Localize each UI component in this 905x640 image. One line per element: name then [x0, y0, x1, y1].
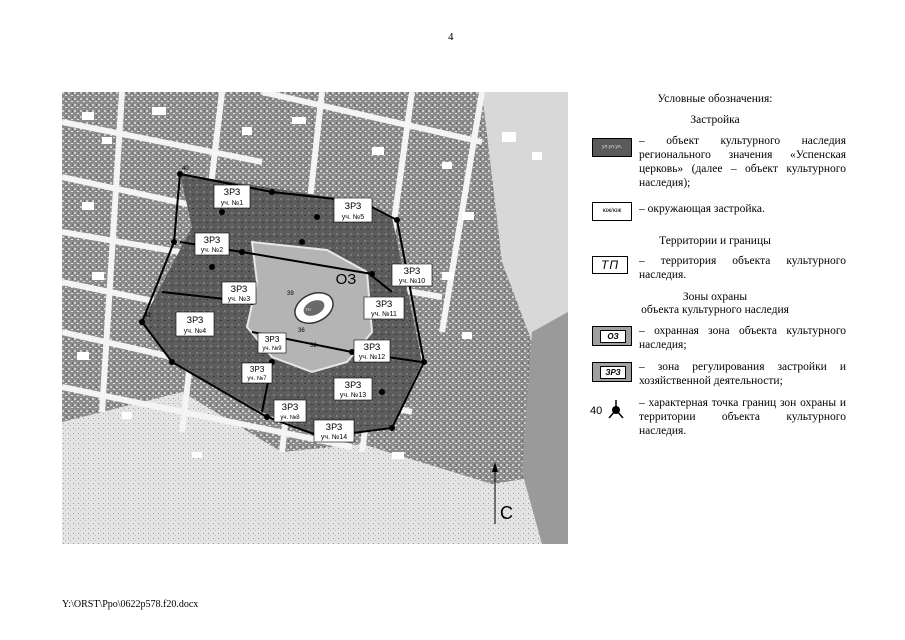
point-text: – характерная точка границ зон охраны и территории объекта культурного наследия. — [639, 397, 846, 437]
label-plot-10 — [392, 264, 432, 286]
legend-row-heritage — [584, 134, 846, 194]
point-swatch — [590, 396, 630, 426]
svg-text:ЗРЗ: ЗРЗ — [249, 365, 265, 374]
legend-row-surround — [584, 202, 846, 224]
label-plot-4 — [176, 312, 214, 336]
legend-row-tp — [584, 254, 846, 284]
tp-text: – территория объекта культурного наследия. — [639, 255, 846, 281]
svg-text:ЗРЗ: ЗРЗ — [264, 335, 280, 344]
svg-text:уч. №12: уч. №12 — [358, 354, 386, 361]
legend-section-zones-1: Зоны охраны — [682, 291, 748, 303]
svg-text:уч. №13: уч. №13 — [339, 392, 367, 399]
svg-text:36: 36 — [298, 328, 305, 334]
label-plot-9 — [258, 333, 286, 353]
page-number: 4 — [448, 31, 454, 43]
legend-section-building: Застройка — [690, 114, 740, 126]
oz-text: – охранная зона объекта культурного наследия; — [639, 325, 846, 351]
legend-row-oz — [584, 324, 846, 354]
svg-text:уч. №7: уч. №7 — [247, 376, 267, 382]
footer-path: Y:\ORST\Ppo\0622p578.f20.docx — [62, 599, 199, 610]
zrz-text: – зона регулирования застройки и хозяйственной деятельности; — [639, 361, 846, 387]
svg-text:ЗРЗ: ЗРЗ — [344, 201, 362, 211]
label-plot-5 — [334, 198, 372, 222]
heritage-text: – объект культурного наследия регионального значения «Успенская церковь» (далее – объект культурного наследия); — [639, 135, 846, 189]
svg-text:ЗРЗ: ЗРЗ — [223, 187, 241, 197]
legend-row-point — [584, 396, 846, 442]
svg-text:ЗРЗ: ЗРЗ — [375, 299, 393, 309]
label-plot-1 — [214, 185, 250, 208]
surround-text: – окружающая застройка. — [639, 203, 765, 215]
svg-text:уч. №1: уч. №1 — [220, 200, 244, 207]
legend-section-zones-2: объекта культурного наследия — [641, 304, 789, 316]
svg-text:уч. №14: уч. №14 — [320, 434, 348, 441]
map-svg — [62, 92, 568, 544]
label-plot-11 — [364, 297, 404, 319]
svg-text:ЗРЗ: ЗРЗ — [403, 266, 421, 276]
label-plot-7 — [242, 363, 272, 383]
svg-text:ЗРЗ: ЗРЗ — [230, 284, 248, 294]
svg-text:уч. №10: уч. №10 — [398, 278, 426, 285]
svg-text:ЗРЗ: ЗРЗ — [186, 315, 204, 325]
label-plot-8 — [274, 400, 306, 422]
svg-text:уч. №3: уч. №3 — [227, 296, 251, 303]
svg-text:ЗРЗ: ЗРЗ — [325, 422, 343, 432]
point-number: 40 — [590, 405, 603, 417]
label-plot-3 — [222, 282, 256, 304]
svg-text:ЗРЗ: ЗРЗ — [281, 402, 299, 412]
svg-text:уч. №4: уч. №4 — [183, 328, 207, 335]
legend-row-zrz — [584, 360, 846, 390]
label-plot-13 — [334, 378, 372, 400]
svg-text:уч. №8: уч. №8 — [280, 415, 300, 421]
svg-text:уч. №9: уч. №9 — [262, 346, 282, 352]
svg-text:40: 40 — [182, 166, 189, 172]
legend-section-territories: Территории и границы — [659, 235, 771, 247]
tp-swatch: ТП — [592, 256, 628, 274]
svg-text:39: 39 — [287, 291, 294, 297]
map-image — [62, 92, 568, 544]
oz-swatch — [592, 326, 632, 346]
label-plot-12 — [354, 340, 390, 362]
label-oz: ОЗ — [335, 271, 357, 288]
svg-text:32: 32 — [310, 343, 317, 349]
north-label: С — [500, 503, 513, 523]
label-plot-2 — [195, 233, 229, 255]
svg-text:уч. №5: уч. №5 — [341, 214, 365, 221]
heritage-swatch: ул.ул.ул. — [592, 138, 632, 157]
svg-text:уч. №2: уч. №2 — [200, 247, 224, 254]
svg-text:ЗРЗ: ЗРЗ — [203, 235, 221, 245]
oz-swatch-label: ОЗ — [600, 330, 626, 343]
legend-title: Условные обозначения: — [657, 93, 773, 105]
label-tp: ТП — [305, 307, 311, 312]
svg-text:ЗРЗ: ЗРЗ — [363, 342, 381, 352]
zrz-swatch-label: ЗРЗ — [600, 366, 626, 379]
svg-text:ЗРЗ: ЗРЗ — [344, 380, 362, 390]
zrz-swatch — [592, 362, 632, 382]
svg-text:43: 43 — [144, 313, 151, 319]
svg-text:уч. №11: уч. №11 — [371, 311, 397, 318]
surround-swatch: юж/юж — [592, 202, 632, 221]
label-plot-14 — [314, 420, 354, 442]
